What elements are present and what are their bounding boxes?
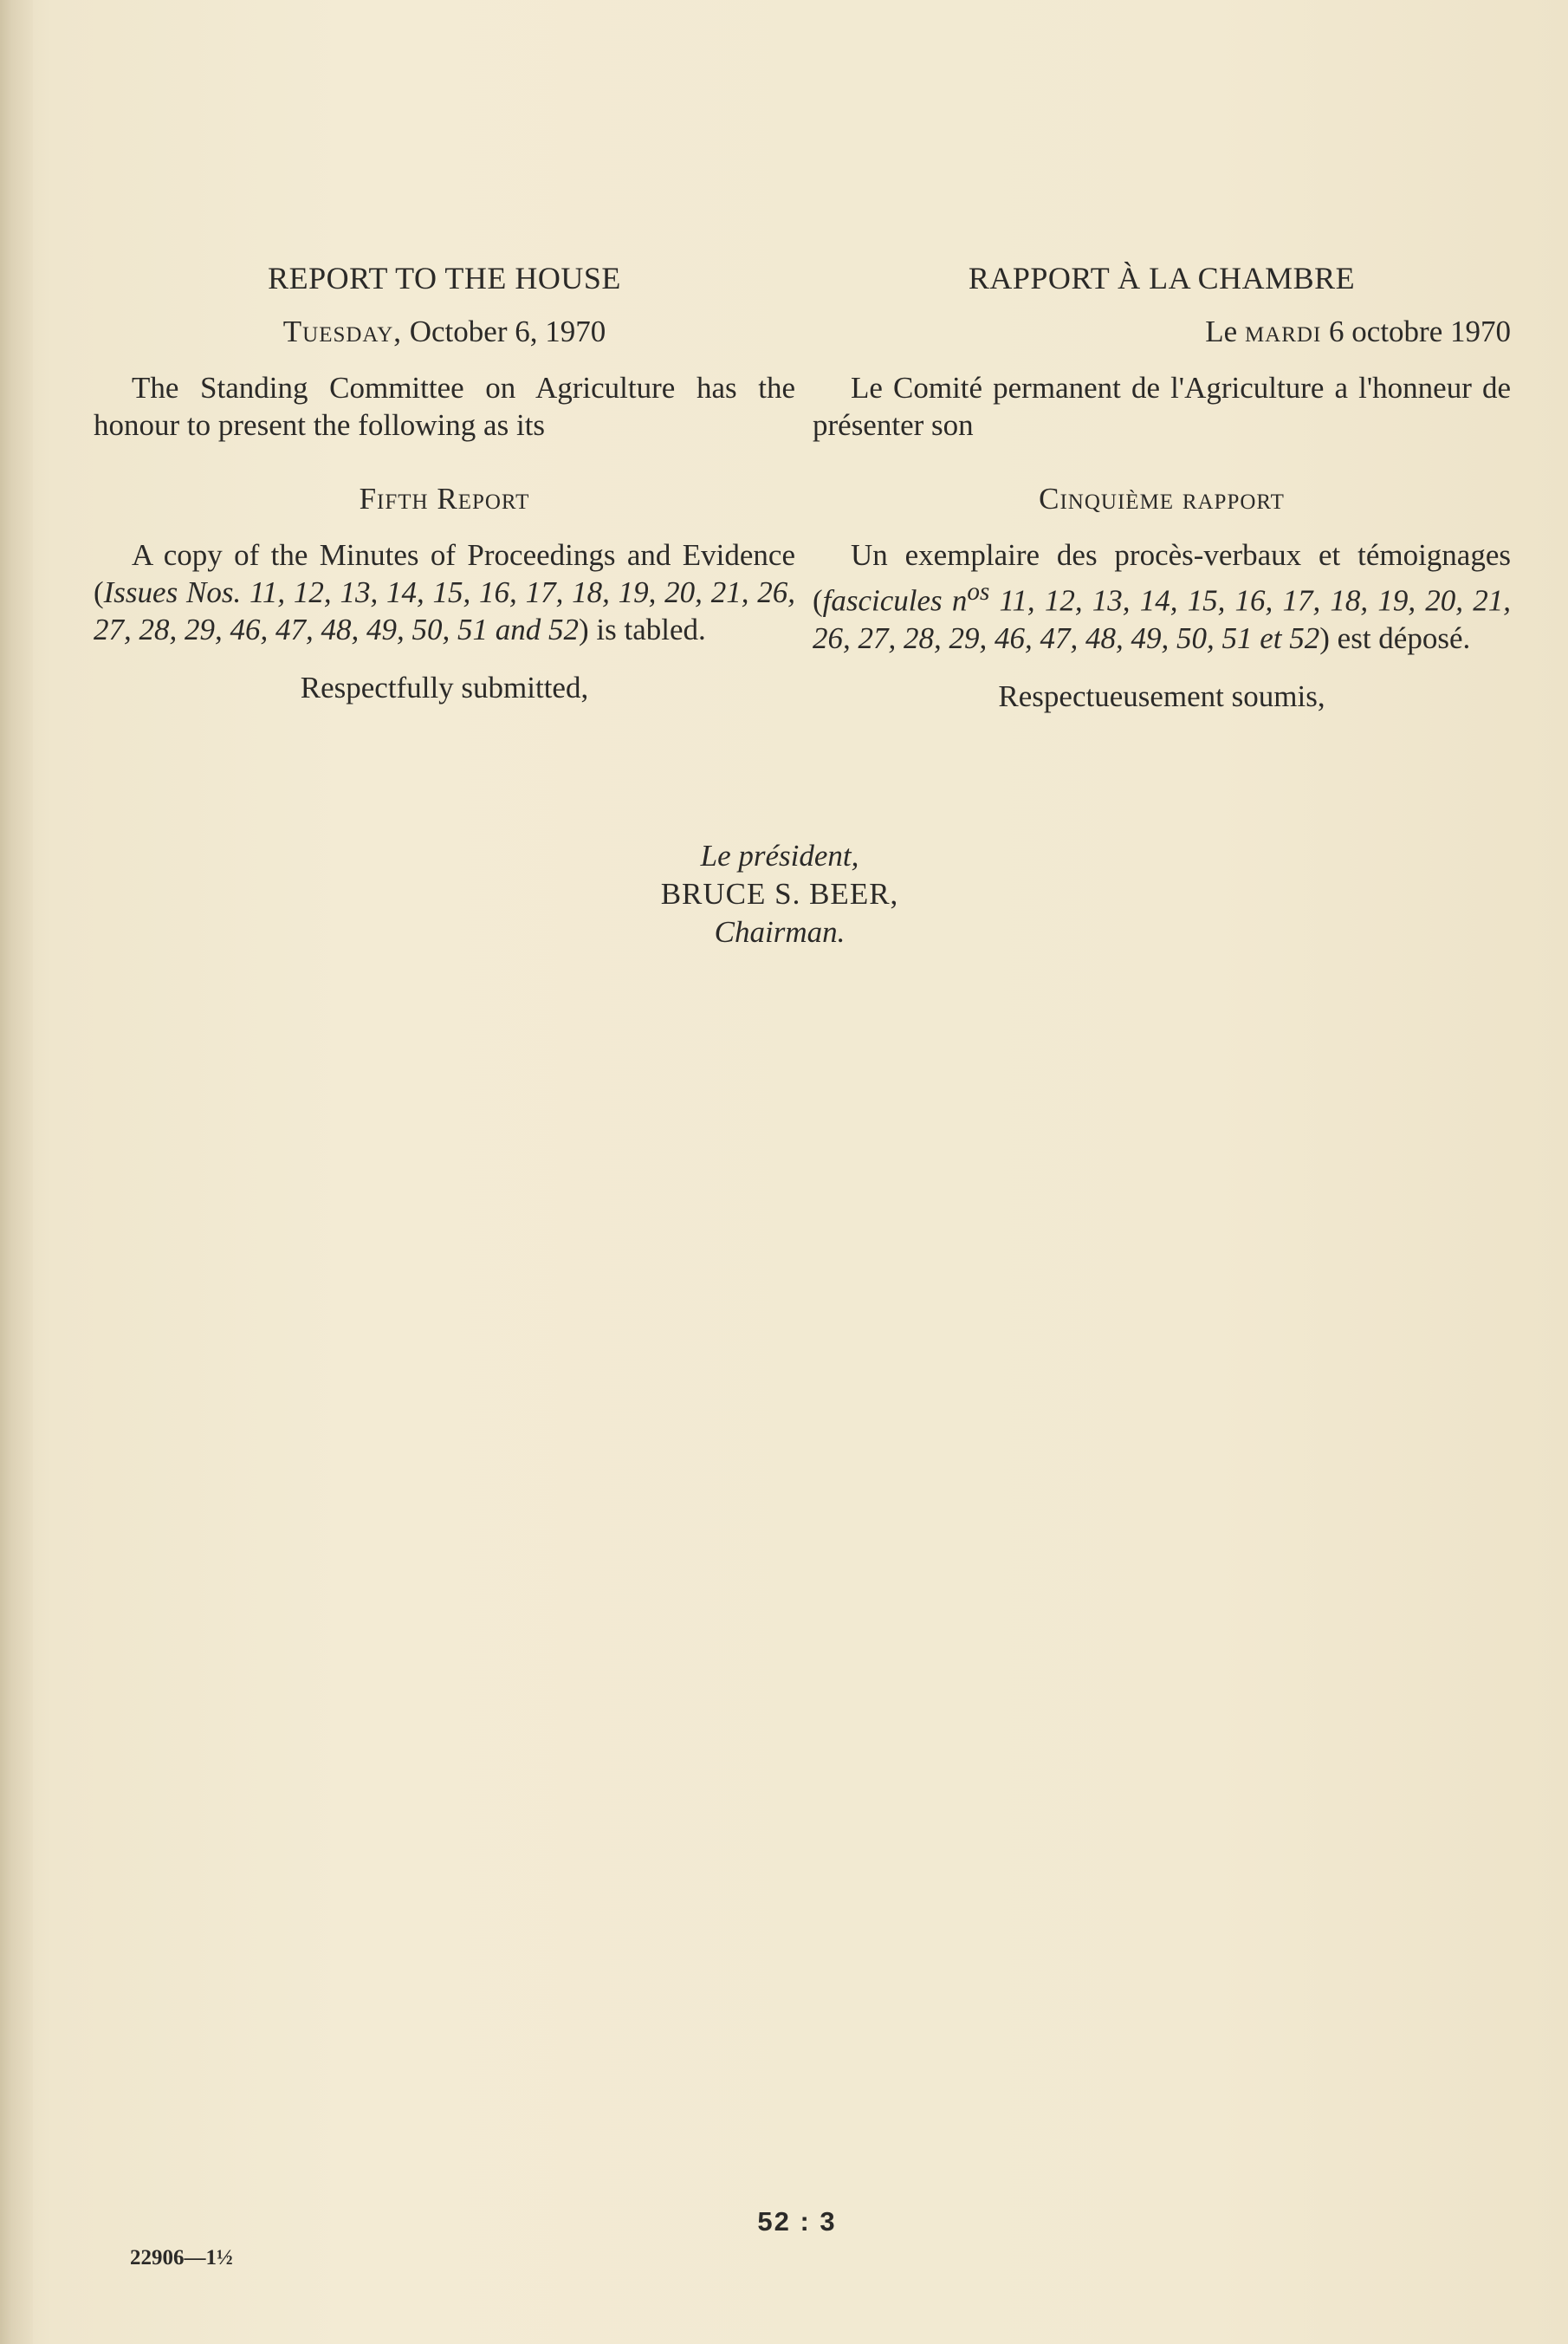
french-intro: Le Comité permanent de l'Agriculture a l'honneur de présenter son (813, 371, 1511, 442)
english-title: REPORT TO THE HOUSE (268, 261, 621, 295)
french-body (813, 536, 1511, 657)
english-body-issues: Issues Nos. 11, 12, 13, 14, 15, 16, 17, 18, 19, 20, 21, 26, 27, 28, 29, 46, 47, 48, 49, 50, 51 and 52 (94, 575, 795, 646)
french-date-day: mardi (1244, 315, 1322, 348)
signature-role-en: Chairman. (714, 915, 846, 949)
english-report-heading: Fifth Report (359, 482, 530, 516)
french-date-prefix: Le (1205, 315, 1238, 348)
french-date (813, 313, 1511, 350)
signature-name: BRUCE S. BEER, (660, 877, 899, 911)
english-closing: Respectfully submitted, (300, 671, 589, 704)
print-code: 22906—1½ (130, 2246, 233, 2269)
french-column (813, 260, 1511, 715)
french-title: RAPPORT À LA CHAMBRE (968, 261, 1356, 295)
english-column (94, 260, 795, 706)
english-date-rest: October 6, 1970 (409, 315, 606, 348)
page-spine (0, 0, 33, 2344)
french-body-issues-1: fascicules n (822, 583, 968, 618)
english-intro: The Standing Committee on Agriculture has the honour to present the following as its (94, 371, 795, 442)
signature-role-fr: Le président, (700, 839, 859, 873)
french-closing: Respectueusement soumis, (998, 679, 1325, 713)
french-body-issues-sup: os (967, 578, 990, 606)
page-number: 52 : 3 (757, 2206, 837, 2237)
signature-block (520, 837, 1040, 951)
english-body (94, 536, 795, 648)
french-body-prefix: Un exemplaire des procès-verbaux et témoignages ( (813, 538, 1511, 618)
english-body-suffix: ) is tabled. (579, 613, 706, 646)
english-body-prefix: A copy of the Minutes of Proceedings and Evidence ( (94, 538, 795, 609)
french-report-heading: Cinquième rapport (1039, 482, 1285, 516)
french-date-rest: 6 octobre 1970 (1329, 315, 1511, 348)
french-body-issues-2: 11, 12, 13, 14, 15, 16, 17, 18, 19, 20, 21, 26, 27, 28, 29, 46, 47, 48, 49, 50, 51 et 52 (813, 583, 1511, 655)
french-body-suffix: ) est déposé. (1319, 620, 1471, 655)
english-date-day: Tuesday, (282, 315, 402, 348)
english-date (94, 313, 795, 350)
